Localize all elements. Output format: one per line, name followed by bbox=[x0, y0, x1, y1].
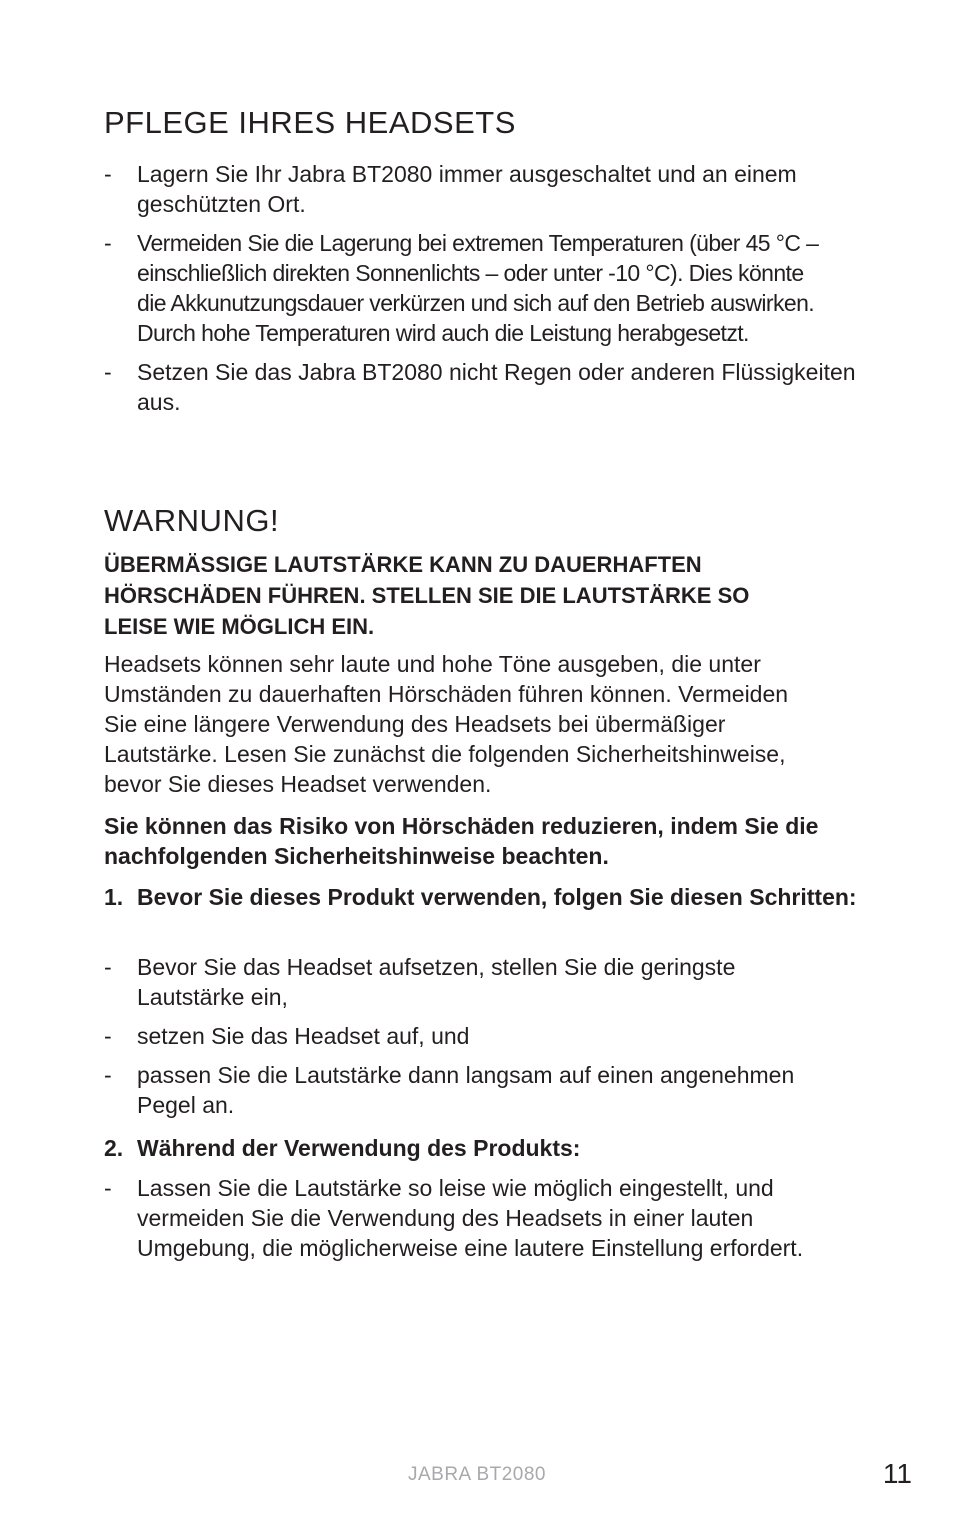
risk-text: Sie können das Risiko von Hörschäden reduzieren, indem Sie die nachfolgenden Sicherheitshinweise beachten. bbox=[104, 813, 819, 869]
list-item: - Lassen Sie die Lautstärke so leise wie möglich eingestellt, und vermeiden Sie die Verwendung des Headsets in einer lauten Umgebung, die möglicherweise eine lautere Einstellung erfordert. bbox=[104, 1175, 804, 1261]
footer-brand: JABRA BT2080 bbox=[407, 1464, 547, 1485]
step-2-title: 2. Während der Verwendung des Produkts: bbox=[104, 1135, 581, 1161]
list-item: - setzen Sie das Headset auf, und bbox=[104, 1023, 470, 1049]
section-title-care: PFLEGE IHRES HEADSETS bbox=[104, 105, 516, 140]
list-item: - Setzen Sie das Jabra BT2080 nicht Regen oder anderen Flüssigkeiten aus. bbox=[104, 359, 856, 415]
page-number: 11 bbox=[882, 1458, 912, 1489]
step-1-title: 1. Bevor Sie dieses Produkt verwenden, folgen Sie diesen Schritten: bbox=[104, 884, 857, 910]
list-item: - Lagern Sie Ihr Jabra BT2080 immer ausgeschaltet und an einem geschützten Ort. bbox=[104, 161, 797, 217]
step-2-bullets bbox=[104, 1173, 844, 1272]
warning-intro: Headsets können sehr laute und hohe Töne ausgeben, die unter Umständen zu dauerhaften Hörschäden führen können. Vermeiden Sie eine längere Verwendung des Headsets bei übermäßiger Lautstärke. Lesen Sie zunächst die folgenden Sicherheitshinweise, bevor Sie dieses Headset verwenden. bbox=[104, 651, 789, 797]
care-bullet-list bbox=[104, 159, 864, 426]
list-item: - passen Sie die Lautstärke dann langsam auf einen angenehmen Pegel an. bbox=[104, 1062, 795, 1118]
warning-text: ÜBERMÄSSIGE LAUTSTÄRKE KANN ZU DAUERHAFTEN HÖRSCHÄDEN FÜHREN. STELLEN SIE DIE LAUTSTÄRKE SO LEISE WIE MÖGLICH EIN. bbox=[104, 552, 750, 639]
step-1-bullets bbox=[104, 952, 824, 1129]
section-title-warning: WARNUNG! bbox=[104, 503, 280, 538]
list-item: - Bevor Sie das Headset aufsetzen, stellen Sie die geringste Lautstärke ein, bbox=[104, 954, 736, 1010]
list-item: - Vermeiden Sie die Lagerung bei extremen Temperaturen (über 45 °C – einschließlich direkten Sonnenlichts – oder unter -10 °C). Dies könnte die Akkunutzungsdauer verkürzen und sich auf den Betrieb auswirken. Durch hohe Temperaturen wird auch die Leistung herabgesetzt. bbox=[104, 230, 819, 346]
